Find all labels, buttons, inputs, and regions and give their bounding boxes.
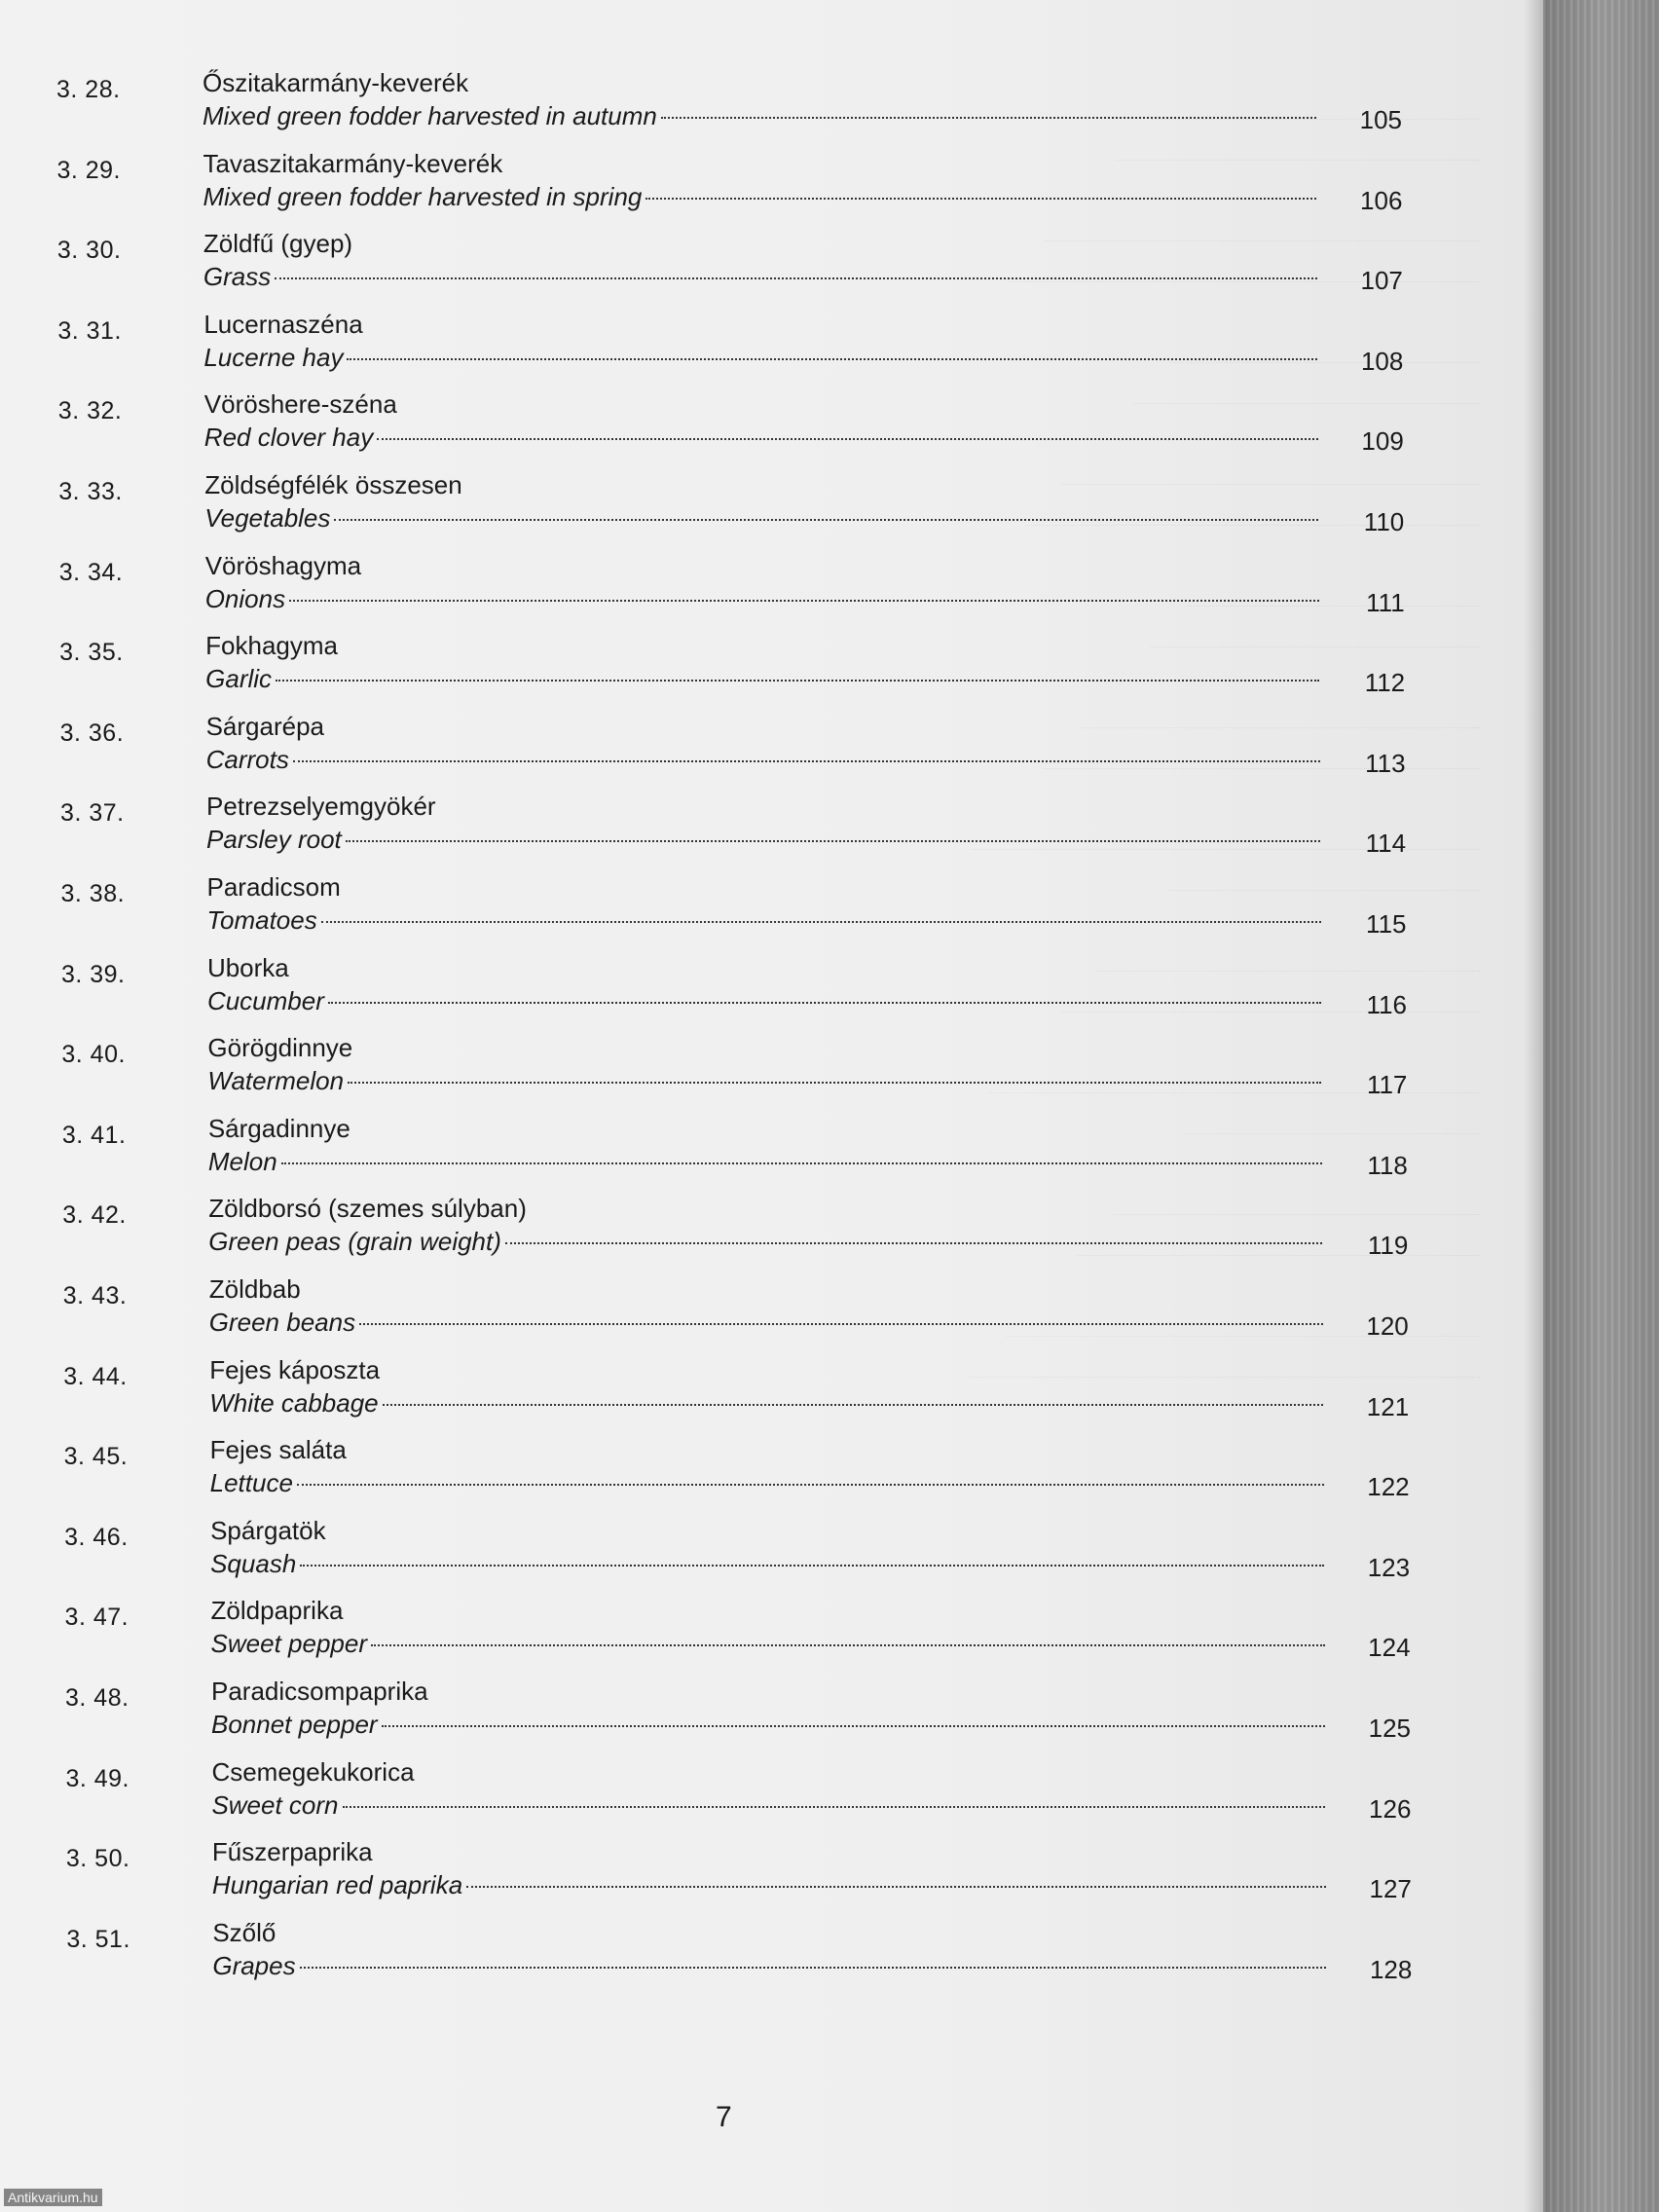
entry-english-line xyxy=(205,584,1323,614)
entry-number: 3. 40. xyxy=(61,1041,126,1069)
entry-title-english: Garlic xyxy=(205,664,273,694)
dot-leader xyxy=(346,839,1320,842)
entry-english-line xyxy=(210,1468,1328,1498)
entry-page-number: 119 xyxy=(1367,1231,1409,1261)
dot-leader xyxy=(300,1966,1327,1969)
entry-page-number: 107 xyxy=(1360,266,1403,296)
dot-leader xyxy=(297,1483,1324,1486)
entry-english-line xyxy=(205,664,1323,694)
dot-leader xyxy=(281,1161,1322,1164)
entry-english-line xyxy=(210,1549,1328,1579)
toc-entry xyxy=(5,953,1407,1031)
dot-leader xyxy=(276,679,1319,682)
entry-english-line xyxy=(204,423,1322,453)
toc-entry xyxy=(8,1435,1410,1513)
toc-entry xyxy=(9,1757,1411,1835)
entry-title-hungarian: Sárgarépa xyxy=(205,711,325,741)
entry-page-number: 125 xyxy=(1368,1714,1411,1743)
toc-entry xyxy=(3,631,1405,709)
dot-leader xyxy=(334,518,1318,521)
entry-page-number: 106 xyxy=(1360,185,1403,215)
dot-leader xyxy=(661,116,1316,119)
dot-leader xyxy=(371,1643,1325,1646)
entry-number: 3. 44. xyxy=(63,1362,128,1390)
entry-title-hungarian: Zöldborsó (szemes súlyban) xyxy=(208,1194,527,1224)
dot-leader xyxy=(382,1724,1325,1727)
entry-title-english: Cucumber xyxy=(206,985,324,1015)
entry-title-english: Onions xyxy=(204,583,286,613)
dot-leader xyxy=(293,759,1320,762)
entry-english-line xyxy=(212,1870,1330,1900)
toc-entry xyxy=(7,1274,1409,1352)
dot-leader xyxy=(466,1885,1326,1888)
toc-entry xyxy=(2,389,1404,467)
toc-entry xyxy=(7,1355,1409,1433)
entry-title-english: Melon xyxy=(207,1146,277,1176)
entry-title-hungarian: Csemegekukorica xyxy=(211,1756,415,1787)
entry-title-hungarian: Őszitakarmány-keverék xyxy=(203,68,469,97)
entry-english-line xyxy=(203,343,1321,373)
entry-title-english: Green beans xyxy=(208,1308,356,1337)
page-number: 7 xyxy=(716,2101,732,2133)
entry-number: 3. 50. xyxy=(65,1845,130,1873)
entry-title-english: Carrots xyxy=(205,744,289,774)
entry-english-line xyxy=(211,1629,1329,1659)
entry-page-number: 118 xyxy=(1367,1150,1408,1180)
toc-entry xyxy=(9,1596,1411,1674)
dot-leader xyxy=(377,437,1318,440)
entry-number: 3. 31. xyxy=(57,316,122,345)
entry-english-line xyxy=(207,986,1325,1016)
entry-page-number: 117 xyxy=(1366,1070,1408,1100)
entry-number: 3. 30. xyxy=(56,237,122,265)
toc-entry xyxy=(3,551,1405,629)
entry-title-english: Sweet pepper xyxy=(210,1629,367,1659)
entry-title-english: Lucerne hay xyxy=(203,342,344,372)
entry-title-english: Mixed green fodder harvested in autumn xyxy=(203,101,657,130)
toc-entry xyxy=(4,792,1406,869)
entry-english-line xyxy=(204,503,1322,534)
dot-leader xyxy=(343,1805,1326,1808)
entry-number: 3. 39. xyxy=(60,960,126,988)
entry-english-line xyxy=(206,825,1324,855)
dot-leader xyxy=(383,1403,1324,1406)
entry-title-english: Grass xyxy=(203,262,272,292)
entry-page-number: 110 xyxy=(1363,507,1405,536)
entry-english-line xyxy=(206,745,1324,775)
entry-number: 3. 33. xyxy=(58,478,123,505)
entry-title-english: Lettuce xyxy=(209,1468,293,1498)
entry-english-line xyxy=(208,1147,1326,1177)
entry-title-english: Vegetables xyxy=(204,503,331,533)
entry-title-hungarian: Lucernaszéna xyxy=(203,309,363,339)
entry-title-hungarian: Zöldbab xyxy=(208,1274,301,1304)
entry-title-english: White cabbage xyxy=(209,1387,379,1418)
entry-number: 3. 41. xyxy=(61,1121,127,1149)
entry-title-hungarian: Fejes saláta xyxy=(209,1435,347,1465)
entry-page-number: 116 xyxy=(1366,989,1407,1019)
toc-entry xyxy=(2,470,1404,548)
entry-title-hungarian: Spárgatök xyxy=(210,1515,326,1545)
entry-title-hungarian: Petrezselyemgyökér xyxy=(206,792,436,822)
toc-entry xyxy=(5,872,1407,950)
entry-number: 3. 45. xyxy=(63,1443,129,1471)
entry-page-number: 128 xyxy=(1369,1954,1413,1984)
entry-page-number: 111 xyxy=(1366,587,1405,617)
entry-page-number: 115 xyxy=(1366,909,1407,939)
entry-title-hungarian: Görögdinnye xyxy=(207,1033,353,1063)
entry-english-line xyxy=(209,1388,1327,1419)
toc-entry xyxy=(10,1918,1412,1996)
dot-leader xyxy=(300,1564,1324,1567)
entry-title-hungarian: Zöldfű (gyep) xyxy=(203,229,353,259)
entry-english-line xyxy=(207,905,1325,936)
dot-leader xyxy=(505,1241,1322,1244)
entry-number: 3. 49. xyxy=(65,1764,129,1792)
entry-number: 3. 35. xyxy=(59,639,124,667)
entry-title-hungarian: Vöröshagyma xyxy=(204,550,362,580)
entry-number: 3. 28. xyxy=(56,76,121,103)
entry-page-number: 114 xyxy=(1365,829,1407,859)
toc-entry xyxy=(5,1033,1407,1111)
entry-title-hungarian: Fűszerpaprika xyxy=(211,1837,373,1867)
entry-title-english: Bonnet pepper xyxy=(211,1710,378,1739)
entry-title-english: Green peas (grain weight) xyxy=(208,1227,501,1257)
entry-number: 3. 37. xyxy=(60,799,125,828)
entry-title-hungarian: Vöröshere-széna xyxy=(203,389,397,420)
dot-leader xyxy=(348,1081,1321,1084)
entry-page-number: 105 xyxy=(1359,105,1402,134)
entry-page-number: 126 xyxy=(1369,1793,1412,1824)
entry-number: 3. 42. xyxy=(62,1201,127,1230)
entry-page-number: 124 xyxy=(1368,1633,1411,1663)
entry-title-hungarian: Uborka xyxy=(206,952,289,982)
entry-number: 3. 43. xyxy=(62,1282,128,1309)
entry-number: 3. 36. xyxy=(59,719,125,747)
entry-number: 3. 32. xyxy=(57,397,123,425)
entry-english-line xyxy=(211,1710,1329,1740)
entry-number: 3. 46. xyxy=(64,1523,129,1551)
dot-leader xyxy=(359,1322,1323,1325)
toc-entry xyxy=(0,68,1402,146)
toc-entry xyxy=(9,1677,1411,1754)
entry-page-number: 108 xyxy=(1360,346,1404,376)
entry-page-number: 127 xyxy=(1369,1874,1412,1904)
entry-title-english: Sweet corn xyxy=(211,1789,339,1820)
entry-title-hungarian: Paradicsompaprika xyxy=(211,1677,428,1706)
entry-number: 3. 38. xyxy=(60,880,126,907)
entry-title-english: Red clover hay xyxy=(203,423,374,453)
entry-title-english: Squash xyxy=(210,1548,297,1578)
dot-leader xyxy=(347,357,1317,360)
toc-entry xyxy=(6,1114,1408,1192)
entry-number: 3. 29. xyxy=(56,156,121,184)
toc-entry xyxy=(8,1516,1410,1594)
entry-number: 3. 34. xyxy=(58,558,124,586)
entry-title-english: Tomatoes xyxy=(206,905,317,935)
entry-english-line xyxy=(212,1951,1330,1981)
dot-leader xyxy=(645,197,1316,200)
entry-title-hungarian: Szőlő xyxy=(212,1917,276,1947)
entry-title-hungarian: Zöldpaprika xyxy=(210,1596,344,1626)
page-edge-shadow xyxy=(1524,0,1543,2212)
entry-title-hungarian: Paradicsom xyxy=(206,872,341,902)
entry-english-line xyxy=(208,1227,1326,1257)
entry-number: 3. 47. xyxy=(64,1604,129,1632)
entry-title-hungarian: Fokhagyma xyxy=(205,631,338,661)
dot-leader xyxy=(328,1001,1321,1004)
entry-number: 3. 48. xyxy=(65,1684,129,1712)
toc-entry xyxy=(4,712,1406,790)
toc-entry xyxy=(1,229,1403,307)
entry-english-line xyxy=(209,1308,1327,1338)
entry-page-number: 109 xyxy=(1361,426,1404,457)
entry-english-line xyxy=(211,1790,1329,1821)
watermark-logo: Antikvarium.hu xyxy=(4,2189,102,2206)
entry-number: 3. 51. xyxy=(66,1925,130,1953)
entry-title-english: Hungarian red paprika xyxy=(211,1870,463,1900)
entry-page-number: 112 xyxy=(1364,668,1406,698)
entry-title-hungarian: Sárgadinnye xyxy=(207,1113,350,1143)
entry-english-line xyxy=(203,262,1321,292)
entry-title-english: Mixed green fodder harvested in spring xyxy=(203,181,643,211)
entry-title-hungarian: Zöldségfélék összesen xyxy=(204,470,462,499)
dot-leader xyxy=(289,599,1319,602)
entry-title-english: Watermelon xyxy=(207,1066,345,1096)
entry-english-line xyxy=(203,182,1320,212)
entry-english-line xyxy=(203,101,1320,131)
entry-page-number: 123 xyxy=(1367,1552,1411,1582)
entry-page-number: 121 xyxy=(1366,1391,1410,1421)
dot-leader xyxy=(275,276,1317,279)
entry-page-number: 120 xyxy=(1366,1311,1409,1341)
toc-entry xyxy=(10,1837,1412,1915)
entry-title-hungarian: Fejes káposzta xyxy=(209,1354,381,1384)
entry-title-english: Grapes xyxy=(212,1950,296,1980)
dot-leader xyxy=(321,920,1321,923)
entry-title-english: Parsley root xyxy=(206,825,342,855)
toc-entry xyxy=(0,149,1402,227)
toc-entry xyxy=(6,1194,1408,1272)
entry-english-line xyxy=(207,1066,1325,1096)
wooden-surface xyxy=(1543,0,1659,2212)
entry-page-number: 122 xyxy=(1367,1472,1410,1502)
toc-entry xyxy=(1,310,1403,387)
entry-title-hungarian: Tavaszitakarmány-keverék xyxy=(203,148,503,178)
entry-page-number: 113 xyxy=(1365,748,1406,778)
